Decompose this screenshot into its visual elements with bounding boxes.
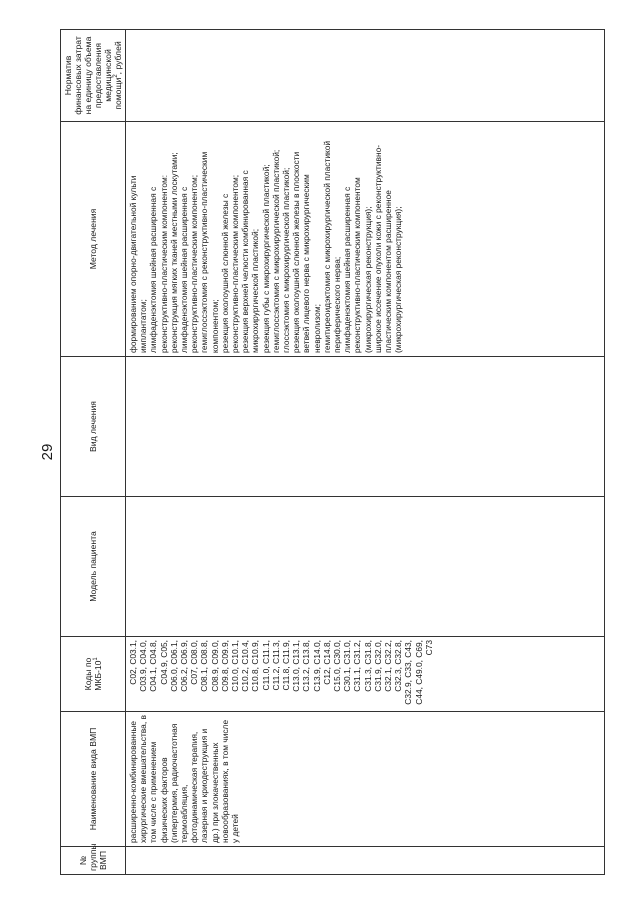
- header-icd-codes-footnote: 1: [93, 657, 100, 661]
- method-item: резекция губы с микрохирургической пластикой;: [260, 164, 271, 353]
- method-item: глоссэктомия с микрохирургической пластикой;: [281, 167, 292, 353]
- cell-treatment-type: [126, 357, 605, 497]
- table-header-row: [61, 30, 126, 875]
- method-item: широкое иссечение опухоли кожи с реконструктивно-пластическим компонентом расширенное (микрохирургическая реконструкция);: [372, 144, 404, 353]
- header-icd-codes: [61, 637, 126, 712]
- method-item: лимфаденэктомия шейная расширенная с реконструктивно-пластическим компонентом;: [179, 174, 200, 353]
- cell-patient-model: [126, 497, 605, 637]
- method-item: лимфаденэктомия шейная расширенная с реконструктивно-пластическим компонентом (микрохирургическая реконструкция);: [342, 177, 373, 353]
- method-item: формированием опорно-двигательной культи имплантатом;: [128, 175, 149, 353]
- method-item: резекция околоушной слюнной железы с реконструктивно-пластическим компонентом;: [219, 174, 241, 353]
- header-cost-norm: [61, 30, 126, 122]
- method-item: резекция верхней челюсти комбинированная с микрохирургической пластикой;: [240, 170, 261, 353]
- header-treatment-method: Метод лечения: [61, 122, 126, 357]
- cell-icd-codes: C02, C03.1, C03.9, C04.0, C04.1, C04.8, C04.9, C05, C06.0, C06.1, C06.2, C06.9, C07, C08.0, C08.1, C08.8, C08.9, C09.0, C09.8, C09.9, C10.0, C10.1, C10.2, C10.4, C10.8, C10.9, C11.0, C11.1, C11.2, C11.3, C11.8, C11.9, C13.0, C13.1, C13.2, C13.8, C13.9, C14.0, C12, C14.8, C15.0, C30.0, C30.1, C31.0, C31.1, C31.2, C31.3, C31.8, C31.9, C32.0, C32.1, C32.2, C32.3, C32.8, C32.9, C33, C43, C44, C49.0, C69, C73: [126, 637, 605, 712]
- cell-cost-norm: [126, 30, 605, 122]
- header-icd-codes-label: Коды по МКБ-10: [83, 657, 103, 691]
- cell-treatment-method: [126, 122, 605, 357]
- header-cost-norm-label: Норматив финансовых затрат на единицу объема предоставления медицинской помощи: [63, 36, 123, 115]
- method-item: гемиглоссэктомия с реконструктивно-пластическим компонентом;: [199, 151, 220, 353]
- method-item: лимфаденэктомия шейная расширенная с реконструктивно-пластическим компонентом: реконструкция мягких тканей местными лоскутами;: [148, 152, 179, 353]
- document-rotor: [60, 30, 605, 875]
- header-cost-norm-footnote: 2: [113, 74, 120, 78]
- cell-group-number: [126, 847, 605, 875]
- page-number: 29: [39, 443, 56, 461]
- cell-vmp-name: расширенно-комбинированные хирургические вмешательства, в том числе с применением физических факторов (гипертермия, радиочастотная термоабляция, фотодинамическая терапия, лазерная и криодеструкция и др.) при злокачественных новообразованиях, в том числе у детей: [126, 712, 605, 847]
- table-row: [126, 30, 605, 875]
- header-patient-model: Модель пациента: [61, 497, 126, 637]
- method-item: гемитиреоидэктомия с микрохирургической пластикой периферического нерва;: [321, 140, 343, 353]
- header-group-number: № группы ВМП: [61, 847, 126, 875]
- document-sheet: [60, 30, 605, 875]
- header-treatment-type: Вид лечения: [61, 357, 126, 497]
- method-item: гемиглоссэктомия с микрохирургической пластикой;: [270, 149, 281, 353]
- method-item: резекция околоушной слюнной железы в плоскости ветвей лицевого нерва с микрохирургическим невролизом;: [291, 151, 322, 353]
- vmp-table: [60, 29, 605, 875]
- header-cost-norm-unit: , рублей: [113, 41, 123, 75]
- header-vmp-name: Наименование вида ВМП: [61, 712, 126, 847]
